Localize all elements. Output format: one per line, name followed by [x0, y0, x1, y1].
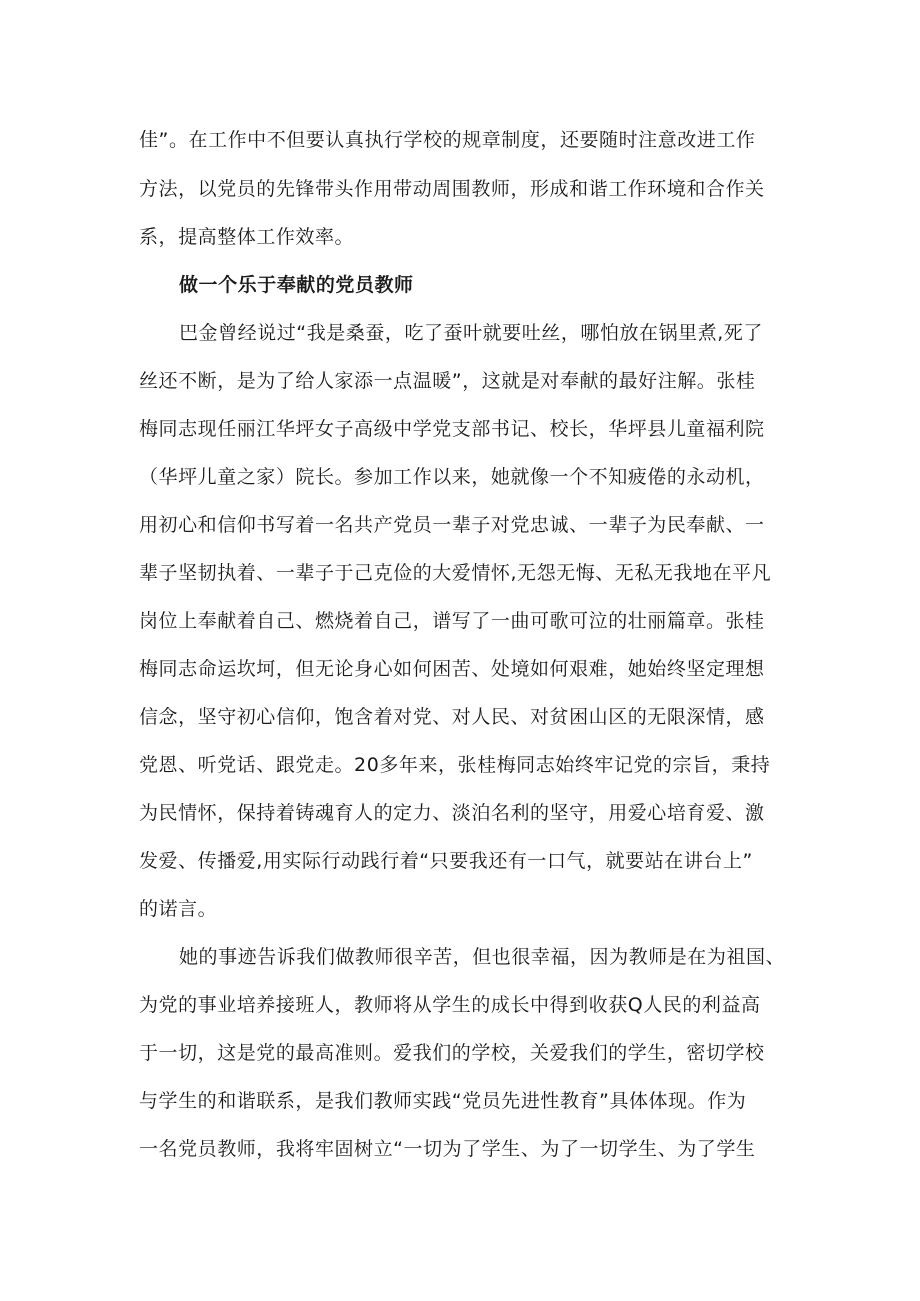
paragraph-2-line-6: 辈子坚韧执着、一辈子于己克俭的大爱情怀,无怨无悔、无私无我地在平凡: [139, 562, 772, 584]
paragraph-3-line-5: 一名党员教师，我将牢固树立“一切为了学生、为了一切学生、为了学生: [139, 1138, 756, 1160]
paragraph-2-line-7: 岗位上奉献着自己、燃烧着自己，谱写了一曲可歌可泣的壮丽篇章。张桂: [139, 610, 765, 632]
paragraph-2-line-5: 用初心和信仰书写着一名共产党员一辈子对党忠诚、一辈子为民奉献、一: [139, 514, 765, 536]
paragraph-3-line-4: 与学生的和谐联系，是我们教师实践“党员先进性教育”具体体现。作为: [139, 1090, 747, 1112]
paragraph-2-line-3: 梅同志现任丽江华坪女子高级中学党支部书记、校长，华坪县儿童福利院: [139, 418, 765, 440]
paragraph-1-line-2: 方法，以党员的先锋带头作用带动周围教师，形成和谐工作环境和合作关: [139, 178, 765, 200]
paragraph-2-line-9: 信念，坚守初心信仰，饱含着对党、对人民、对贫困山区的无限深情，感: [139, 706, 765, 728]
section-heading: 做一个乐于奉献的党员教师: [179, 274, 414, 296]
paragraph-3-line-2: 为党的事业培养接班人，教师将从学生的成长中得到收获Q人民的利益高: [139, 994, 761, 1016]
paragraph-2-line-11: 为民情怀，保持着铸魂育人的定力、淡泊名利的坚守，用爱心培育爱、激: [139, 802, 765, 824]
paragraph-2-line-2: 丝还不断，是为了给人家添一点温暖”，这就是对奉献的最好注解。张桂: [139, 370, 756, 392]
paragraph-2-line-8: 梅同志命运坎坷，但无论身心如何困苦、处境如何艰难，她始终坚定理想: [139, 658, 765, 680]
paragraph-3-line-1: 她的事迹告诉我们做教师很辛苦，但也很幸福，因为教师是在为祖国、: [179, 946, 786, 968]
paragraph-2-line-12: 发爱、传播爱,用实际行动践行着“只要我还有一口气，就要站在讲台上”: [139, 850, 753, 872]
paragraph-1-line-1: 佳”。在工作中不但要认真执行学校的规章制度，还要随时注意改进工作: [139, 129, 756, 151]
paragraph-3-line-3: 于一切，这是党的最高准则。爱我们的学校，关爱我们的学生，密切学校: [139, 1042, 765, 1064]
paragraph-2-line-13: 的诺言。: [139, 898, 218, 920]
paragraph-2-line-4: （华坪儿童之家）院长。参加工作以来，她就像一个不知疲倦的永动机，: [139, 466, 765, 488]
paragraph-2-line-1: 巴金曾经说过“我是桑蚕，吃了蚕叶就要吐丝，哪怕放在锅里煮,死了: [179, 322, 763, 344]
paragraph-2-line-10: 党恩、听党话、跟党走。20多年来，张桂梅同志始终牢记党的宗旨，秉持: [139, 754, 771, 776]
paragraph-1-line-3: 系，提高整体工作效率。: [139, 226, 355, 248]
